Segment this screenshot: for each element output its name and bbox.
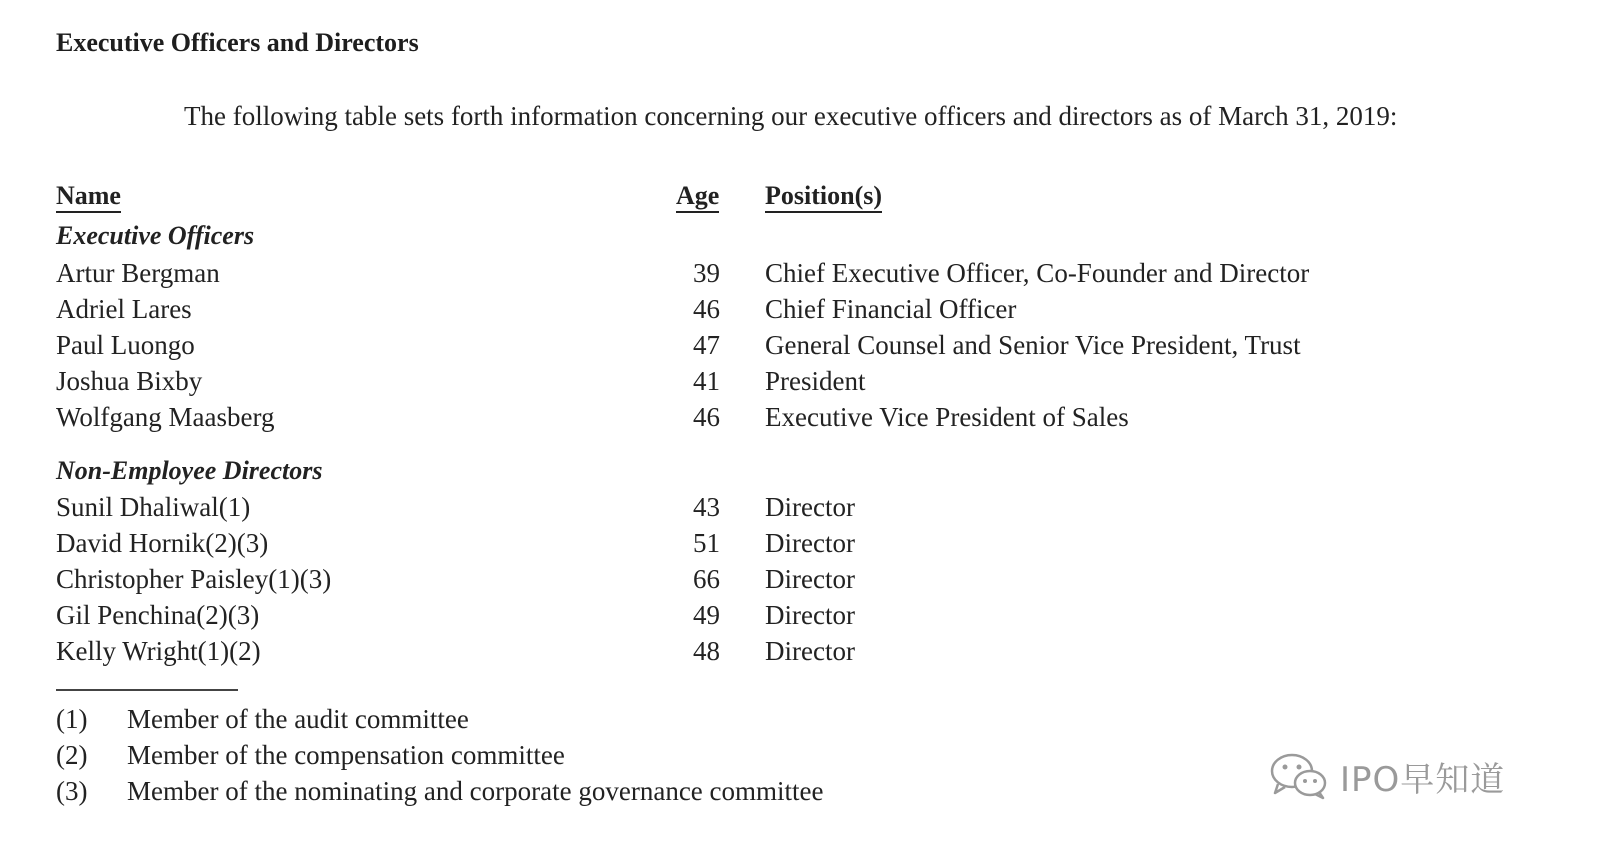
table-row-name: Artur Bergman	[56, 258, 220, 288]
table-row-name: Paul Luongo	[56, 330, 195, 360]
watermark	[1268, 748, 1505, 804]
table-row-position: Chief Executive Officer, Co-Founder and Director	[765, 258, 1310, 288]
table-row-position: Director	[765, 636, 855, 666]
table-row-position: Director	[765, 564, 855, 594]
footnote-number: (1)	[56, 704, 88, 734]
table-row-name: Joshua Bixby	[56, 366, 203, 396]
column-header-name: Name	[56, 182, 121, 213]
table-row-position: Director	[765, 528, 855, 558]
footnote-text: Member of the compensation committee	[127, 740, 565, 770]
table-row-position: Executive Vice President of Sales	[765, 402, 1129, 432]
table-row-position: General Counsel and Senior Vice President, Trust	[765, 330, 1301, 360]
table-row-age: 51	[693, 528, 720, 558]
wechat-icon	[1268, 751, 1330, 801]
table-row-age: 47	[693, 330, 720, 360]
table-row-age: 48	[693, 636, 720, 666]
table-row-position: President	[765, 366, 866, 396]
table-row-name: Wolfgang Maasberg	[56, 402, 275, 432]
table-row-name: Gil Penchina(2)(3)	[56, 600, 260, 630]
table-row-age: 46	[693, 294, 720, 324]
table-row-name: Adriel Lares	[56, 294, 192, 324]
footnote-divider	[56, 689, 238, 691]
footnote-number: (3)	[56, 776, 88, 806]
table-row-age: 49	[693, 600, 720, 630]
table-row-age: 66	[693, 564, 720, 594]
table-row-name: David Hornik(2)(3)	[56, 528, 269, 558]
table-row-age: 39	[693, 258, 720, 288]
table-row-name: Christopher Paisley(1)(3)	[56, 564, 332, 594]
table-row-age: 41	[693, 366, 720, 396]
table-row-age: 43	[693, 492, 720, 522]
table-row-position: Director	[765, 492, 855, 522]
table-row-position: Chief Financial Officer	[765, 294, 1017, 324]
table-row-age: 46	[693, 402, 720, 432]
column-header-age: Age	[676, 182, 719, 213]
section-heading: Executive Officers and Directors	[56, 28, 419, 57]
table-row-name: Kelly Wright(1)(2)	[56, 636, 261, 666]
footnote-number: (2)	[56, 740, 88, 770]
table-row-position: Director	[765, 600, 855, 630]
watermark-text: IPO早知道	[1340, 759, 1506, 800]
intro-paragraph: The following table sets forth information concerning our executive officers and directors as of March 31, 2019:	[184, 101, 1398, 131]
footnote-text: Member of the nominating and corporate governance committee	[127, 776, 824, 806]
group-title-non-employee-directors: Non-Employee Directors	[56, 456, 323, 485]
table-row-name: Sunil Dhaliwal(1)	[56, 492, 251, 522]
group-title-executive-officers: Executive Officers	[56, 221, 255, 250]
footnote-text: Member of the audit committee	[127, 704, 469, 734]
column-header-position: Position(s)	[765, 182, 882, 213]
